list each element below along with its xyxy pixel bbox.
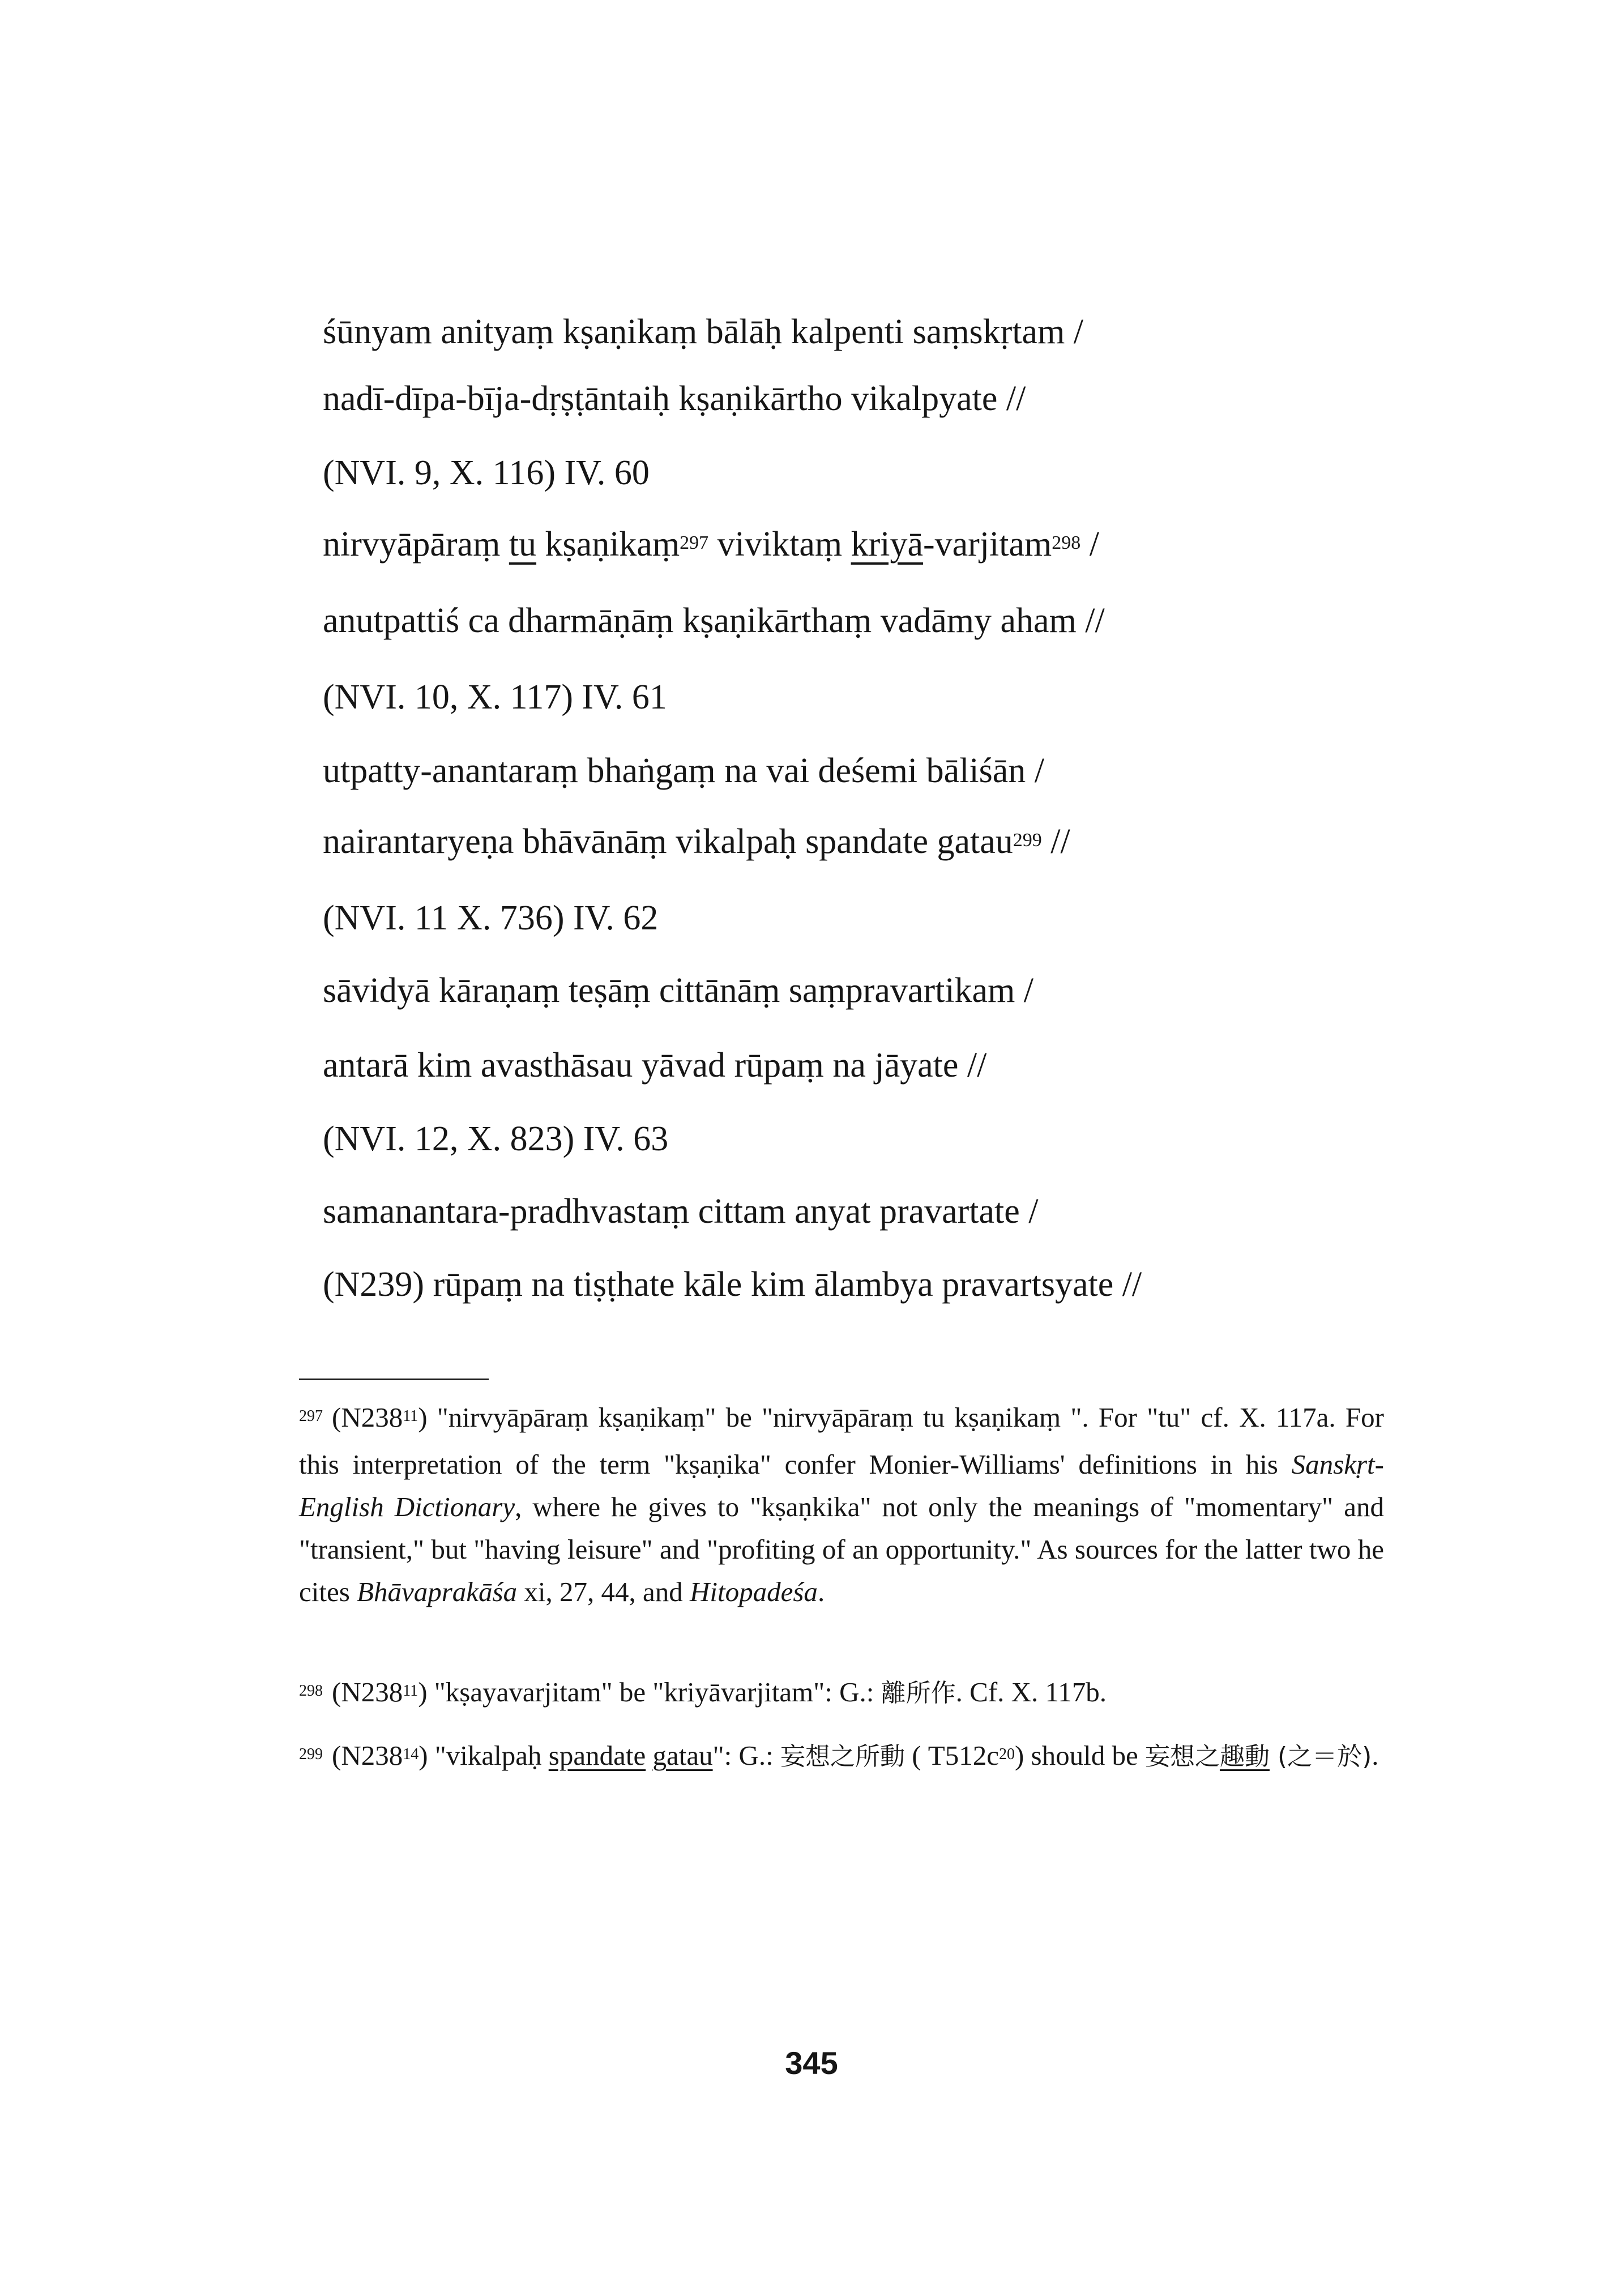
verse-text: -varjitam — [922, 525, 1052, 564]
verse-line — [323, 824, 1070, 859]
verse-reference: (NVI. 11 X. 736) IV. 62 — [323, 899, 659, 937]
book-title: Sanskṛt-English Dictionary — [299, 1449, 1384, 1522]
footnote-text: ) "kṣayavarjitam" be "kriyāvarjitam": G.: — [418, 1676, 881, 1708]
verse-line — [323, 527, 1099, 562]
footnote-text — [646, 1740, 652, 1771]
footnote-297 — [299, 1396, 1384, 1613]
footnote-marker[interactable]: 297 — [680, 532, 709, 553]
chinese-text: (之＝於) — [1269, 1742, 1372, 1771]
footnote-text: (N238 — [332, 1402, 403, 1433]
verse-text: viviktaṃ — [708, 525, 851, 564]
footnote-text: ) should be — [1014, 1740, 1145, 1771]
verse-line: (N239) rūpaṃ na tiṣṭhate kāle kim ālambya pravartsyate // — [323, 1265, 1142, 1304]
chinese-text: 離所作 — [881, 1679, 956, 1708]
underlined-word: tu — [509, 525, 537, 564]
footnote-number: 298 — [299, 1682, 323, 1700]
verse-line: anutpattiś ca dharmāṇāṃ kṣaṇikārthaṃ vadāmy aham // — [323, 601, 1105, 640]
footnote-superscript: 20 — [998, 1746, 1015, 1763]
footnote-text: (N238 — [332, 1740, 403, 1771]
underlined-word: gatau — [652, 1740, 713, 1771]
footnote-text: , where he gives to "kṣaṇkika" not only the meanings of "momentary" and "transient," but "having leisure" and "profiting of an opportunity." As sources for the latter two he cites — [299, 1491, 1384, 1607]
footnote-marker[interactable]: 299 — [1013, 830, 1042, 851]
verse-reference: (NVI. 9, X. 116) IV. 60 — [323, 454, 650, 492]
footnote-text: xi, 27, 44, and — [517, 1576, 690, 1607]
verse-line: utpatty-anantaraṃ bhaṅgaṃ na vai deśemi bāliśān / — [323, 752, 1044, 790]
verse-line: śūnyam anityaṃ kṣaṇikaṃ bālāḥ kalpenti saṃskṛtam / — [323, 313, 1084, 351]
verse-reference: (NVI. 10, X. 117) IV. 61 — [323, 678, 667, 716]
verse-line: nadī-dīpa-bīja-dṛṣṭāntaiḥ kṣaṇikārtho vikalpyate // — [323, 379, 1026, 418]
verse-line: antarā kim avasthāsau yāvad rūpaṃ na jāyate // — [323, 1046, 987, 1085]
footnote-separator — [299, 1379, 489, 1380]
book-title: Hitopadeśa — [690, 1576, 818, 1607]
verse-text: nirvyāpāraṃ — [323, 525, 509, 564]
verse-line: sāvidyā kāraṇaṃ teṣāṃ cittānāṃ saṃpravartikam / — [323, 971, 1034, 1010]
footnote-number: 299 — [299, 1746, 323, 1763]
footnote-text: ) "nirvyāpāraṃ kṣaṇikaṃ" be "nirvyāpāraṃ tu kṣaṇikaṃ ". For "tu" cf. X. 117a. For this interpretation of the term "kṣaṇika" confer Monier-Williams' definitions in his — [299, 1402, 1384, 1480]
page-number: 345 — [785, 2045, 838, 2081]
verse-text: kṣaṇikaṃ — [536, 525, 680, 564]
book-title: Bhāvaprakāśa — [357, 1576, 518, 1607]
verse-text: / — [1080, 525, 1099, 564]
footnote-text: ) "vikalpaḥ — [418, 1740, 549, 1771]
chinese-underlined: 趣動 — [1219, 1742, 1270, 1771]
chinese-text: 妄想之所動 — [780, 1742, 905, 1771]
underlined-word: spandate — [548, 1740, 646, 1771]
footnote-text: ": G.: — [712, 1740, 780, 1771]
underlined-word: kriyā — [851, 525, 923, 564]
footnote-text: . — [817, 1576, 825, 1607]
footnote-superscript: 11 — [403, 1407, 418, 1425]
chinese-text: 妄想之 — [1144, 1742, 1220, 1771]
footnote-number: 297 — [299, 1407, 323, 1425]
footnote-superscript: 14 — [403, 1746, 419, 1763]
footnote-superscript: 11 — [403, 1682, 418, 1700]
footnote-text: ( T512c — [904, 1740, 999, 1771]
footnote-299 — [299, 1734, 1384, 1781]
footnote-marker[interactable]: 298 — [1052, 532, 1081, 553]
footnote-text: . — [1372, 1740, 1379, 1771]
verse-text: // — [1041, 822, 1070, 861]
footnote-text: (N238 — [332, 1676, 403, 1708]
verse-line: samanantara-pradhvastaṃ cittam anyat pravartate / — [323, 1192, 1039, 1231]
verse-reference: (NVI. 12, X. 823) IV. 63 — [323, 1120, 669, 1158]
verse-text: nairantaryeṇa bhāvānāṃ vikalpaḥ spandate gatau — [323, 822, 1013, 861]
footnote-text: . Cf. X. 117b. — [955, 1676, 1107, 1708]
footnote-298 — [299, 1671, 1384, 1718]
